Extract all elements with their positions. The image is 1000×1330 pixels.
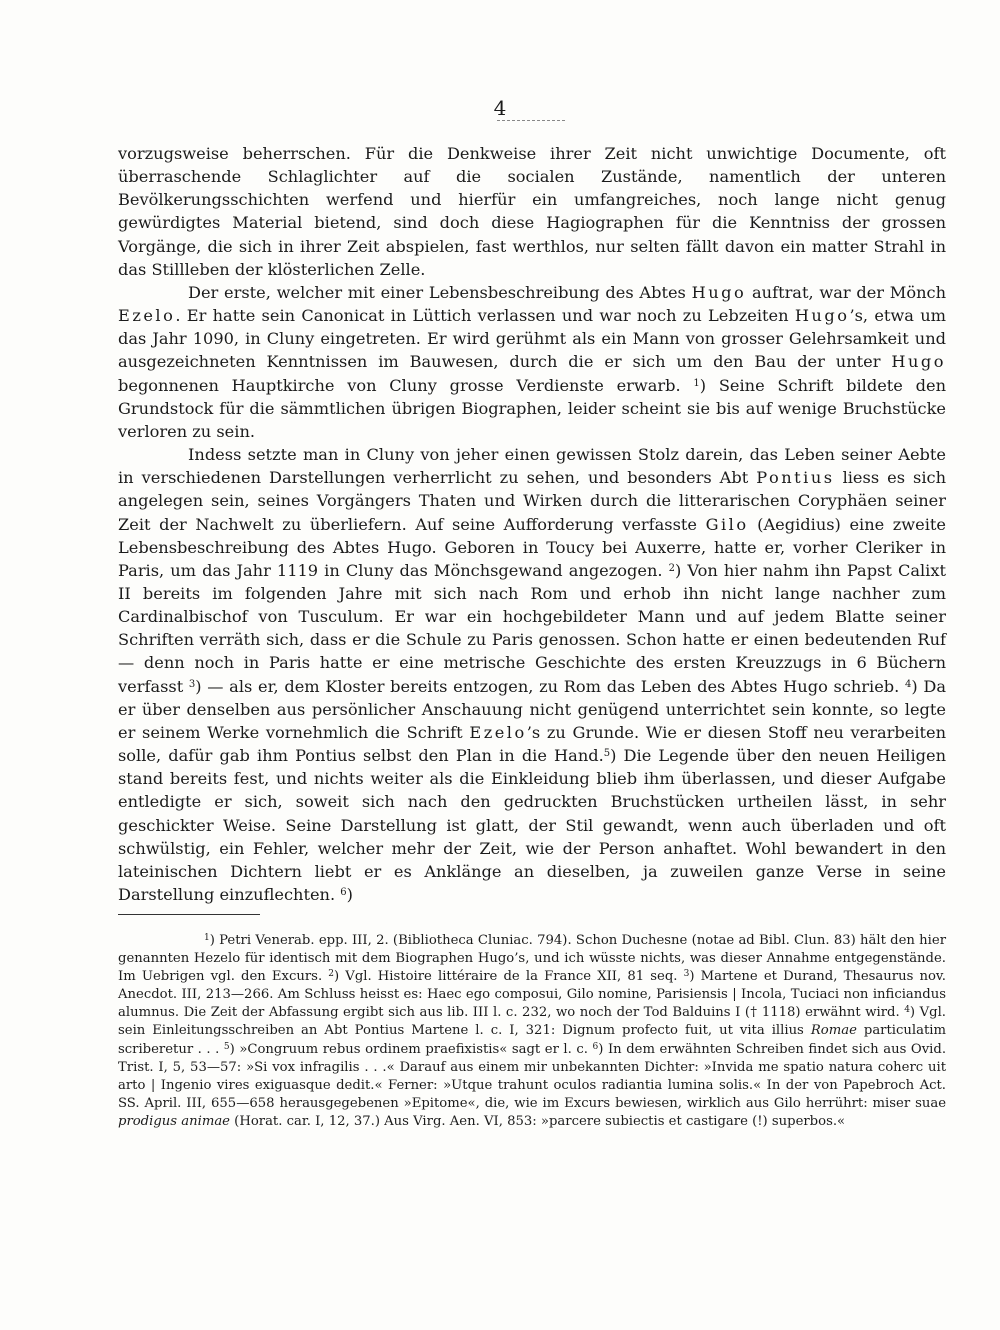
text-run: Der erste, welcher mit einer Lebensbeschreibung des Abtes: [188, 282, 692, 302]
paragraph: [118, 443, 946, 906]
italic-text: prodigus animae: [118, 1113, 230, 1129]
spaced-name: Hugo: [794, 306, 850, 326]
footnote-marker: 2: [668, 562, 676, 574]
text-run: (Aegidius) eine zweite Lebensbeschreibung des Abtes Hugo. Geboren in Toucy bei Auxerre, hatte er, vorher Cleriker in Paris, um das Jahr 1119 in Cluny das Mönchsgewand angezogen.: [118, 514, 946, 580]
text-run: ) »Congruum rebus ordinem praefixistis« sagt er l. c.: [229, 1041, 593, 1057]
footnote-block: [118, 932, 946, 1131]
main-text: [118, 142, 946, 906]
text-run: Indess setzte man in Cluny von jeher einen gewissen Stolz darein, das Leben seiner Aebte in verschiedenen Darstellungen verherrlicht zu sehen, und besonders Abt: [118, 445, 946, 488]
text-run: ) Seine Schrift bildete den Grundstock für die sämmtlichen übrigen Biographen, leider scheint sie bis auf wenige Bruchstücke verloren zu sein.: [118, 375, 946, 441]
footnote-marker: 1: [693, 377, 700, 389]
page-number: 4: [493, 96, 507, 120]
text-run: ) In dem erwähnten Schreiben findet sich aus Ovid. Trist. I, 5, 53—57: »Si vox infragilis . . .« Darauf aus einem mir unbekannten Dichter: »Invida me spatio natura coherc uit arto | Ingenio vires exiguasque dedit.« Ferner: »Utque trahunt oculos radiantia lumina solis.« In der von Papebroch Act. SS. April. III, 655—658 herausgegebenen »Epitome«, die, wie im Excurs bewiesen, wirklich aus Gilo herrührt: miser suae: [118, 1041, 947, 1111]
spaced-name: Hugo: [891, 352, 946, 372]
text-run: ) Petri Venerab. epp. III, 2. (Bibliotheca Cluniac. 794). Schon Duchesne (notae ad Bibl. Clun. 83) hält den hier genannten Hezelo für identisch mit dem Biographen Hugo’s, und ich wüsste nichts, was dieser Annahme entgegenstände. Im Uebrigen vgl. den Excurs.: [118, 933, 946, 985]
spaced-name: Hugo: [691, 282, 747, 302]
footnote-marker: 5: [603, 748, 611, 760]
text-run: ) Vgl. sein Einleitungsschreiben an Abt Pontius Martene l. c. I, 321: Dignum profecto fuit, ut vita illius: [118, 1005, 946, 1039]
text-run: ) Von hier nahm ihn Papst Calixt II bereits im folgenden Jahre mit sich nach Rom und erhob ihn nicht lange nachher zum Cardinalbischof von Tusculum. Er war ein hochgebildeter Mann und auf jedem Blatte seiner Schriften verräth sich, dass er die Schule zu Paris genossen. Schon hatte er einen bedeutenden Ruf — denn noch in Paris hatte er eine metrische Geschichte des ersten Kreuzzugs in 6 Büchern verfasst: [118, 560, 946, 696]
footnote-marker: 3: [683, 969, 690, 980]
paragraph: [118, 281, 946, 443]
footnote-separator: [118, 914, 260, 915]
footnote-marker: 4: [904, 1005, 910, 1016]
text-run: ) — als er, dem Kloster bereits entzogen, zu Rom das Leben des Abtes Hugo schrieb.: [195, 676, 905, 696]
paragraph: [118, 142, 946, 281]
text-run: ) Die Legende über den neuen Heiligen stand bereits fest, und nichts weiter als die Einkleidung blieb ihm überlassen, und dieser Aufgabe entledigte er sich, soweit sich nach den gedruckten Bruchstücken urtheilen lässt, in sehr geschickter Weise. Seine Darstellung ist glatt, der Stil gewandt, wenn auch überladen und oft schwülstig, ein Fehler, welcher mehr der Zeit, wie der Person anhaftet. Wohl bewandert in den lateinischen Dichtern liebt er es Anklänge an dieselben, ja zuweilen ganze Verse in seine Darstellung einzuflechten.: [118, 746, 946, 904]
footnote-marker: 3: [188, 678, 196, 690]
footnote-marker: 2: [328, 969, 335, 980]
spaced-name: Pontius: [756, 468, 835, 488]
footnote-marker: 6: [340, 887, 347, 898]
spaced-name: Gilo: [705, 514, 749, 534]
page-number-ornament: [497, 120, 565, 121]
text-run: liess es sich angelegen sein, seines Vorgängers Thaten und Wirken durch die litterarischen Coryphäen seiner Zeit der Nachwelt zu überliefern. Auf seine Aufforderung verfasste: [118, 468, 946, 534]
spaced-name: Ezelo: [469, 722, 527, 742]
footnotes: [118, 932, 946, 1131]
text-run: vorzugsweise beherrschen. Für die Denkweise ihrer Zeit nicht unwichtige Documente, oft überraschende Schlaglichter auf die socialen Zustände, namentlich der unteren Bevölkerungsschichten werfend und hierfür ein umfangreiches, noch lange nicht genug gewürdigtes Material bietend, sind doch diese Hagiographen für die Kenntniss der grossen Vorgänge, die sich in ihrer Zeit abspielen, fast werthlos, nur selten fällt davon ein matter Strahl in das Stillleben der klösterlichen Zelle.: [118, 144, 946, 279]
text-run: begonnenen Hauptkirche von Cluny grosse Verdienste erwarb.: [118, 375, 694, 395]
text-run: ’s zu Grunde. Wie er diesen Stoff neu verarbeiten solle, dafür gab ihm Pontius selbst den Plan in die Hand.: [118, 722, 947, 766]
text-run: (Horat. car. I, 12, 37.) Aus Virg. Aen. VI, 853: »parcere subiectis et castigare (!) superbos.«: [229, 1113, 846, 1129]
italic-text: Romae: [810, 1023, 857, 1039]
text-run: ) Vgl. Histoire littéraire de la France XII, 81 seq.: [334, 969, 684, 985]
footnote-marker: 5: [223, 1041, 230, 1052]
text-run: ) Da er über denselben aus persönlicher Anschauung nicht genügend unterrichtet sein konnte, so legte er seinem Werke vornehmlich die Schrift: [118, 676, 946, 742]
text-run: ): [346, 885, 353, 904]
text-run: auftrat, war der Mönch: [746, 282, 947, 302]
footnote-marker: 1: [204, 933, 210, 943]
spaced-name: Ezelo: [118, 306, 176, 326]
footnote-marker: 6: [592, 1041, 599, 1052]
text-run: . Er hatte sein Canonicat in Lüttich verlassen und war noch zu Lebzeiten: [175, 306, 795, 326]
text-run: particulatim scriberetur . . .: [118, 1023, 946, 1057]
text-run: ) Martene et Durand, Thesaurus nov. Anecdot. III, 213—266. Am Schluss heisst es: Haec ego composui, Gilo nomine, Parisiensis | Incola, Tuciaci non inficiandus alumnus. Die Zeit der Abfassung ergibt sich aus lib. III l. c. 232, wo noch der Tod Balduins I († 1118) erwähnt wird.: [118, 969, 946, 1021]
text-run: ’s, etwa um das Jahr 1090, in Cluny eingetreten. Er wird gerühmt als ein Mann von grosser Gelehrsamkeit und ausgezeichneten Kenntnissen im Bauwesen, durch die er sich um den Bau der unter: [118, 306, 946, 372]
footnote-marker: 4: [904, 678, 912, 690]
